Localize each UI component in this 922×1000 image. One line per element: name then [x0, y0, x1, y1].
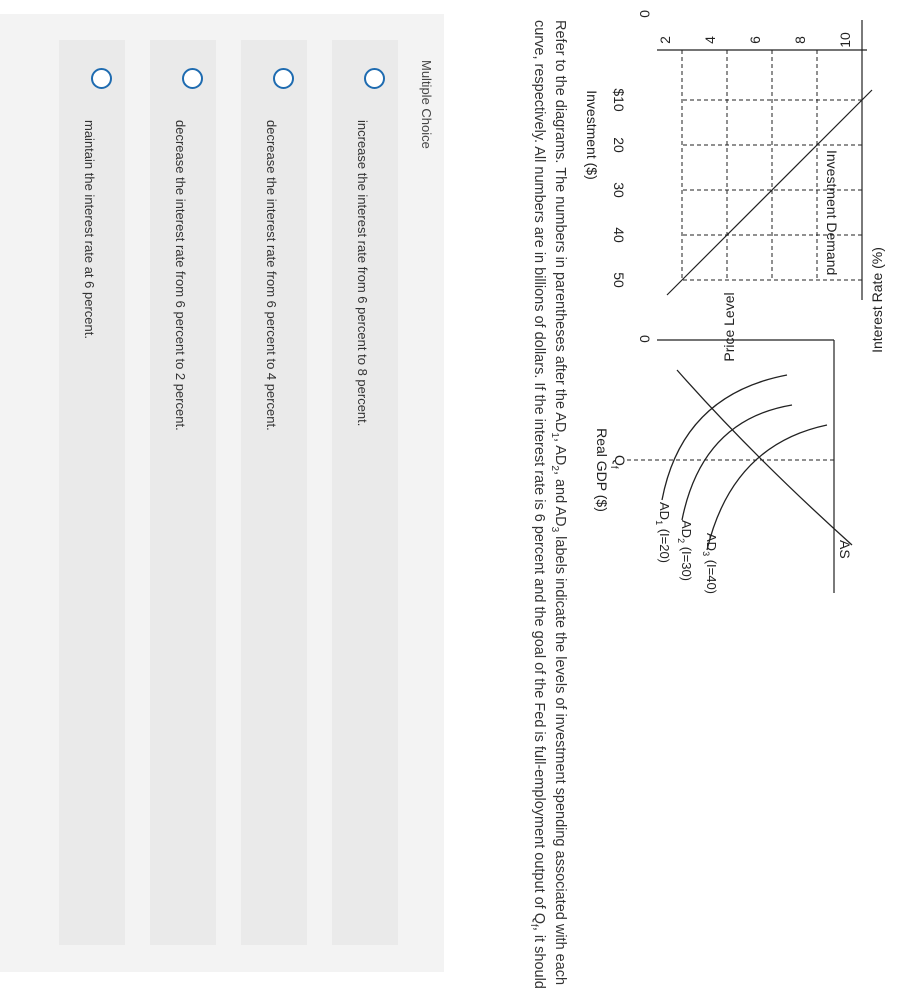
y-tick-10: 10 — [837, 32, 853, 48]
choice-option-3[interactable] — [150, 40, 216, 945]
y-tick-4: 4 — [702, 36, 718, 44]
real-gdp-axis-label: Real GDP ($) — [594, 428, 610, 512]
x-tick-30: 30 — [611, 182, 627, 198]
question-text: Refer to the diagrams. The numbers in parentheses after the $AD_1$, $AD_2$, and $AD_3$ labels indicate the levels of investment spending associated with each curve, respectively. All numbers are in billions of dollars. If the interest rate is 6 percent and the goal of the Fed is full-employment output of $Q_f$, it should — [528, 20, 568, 989]
multiple-choice-panel — [0, 14, 444, 972]
x-tick-50: 50 — [611, 272, 627, 288]
choice-label-1[interactable]: increase the interest rate from 6 percent to 8 percent. — [355, 120, 370, 427]
x-tick-40: 40 — [611, 227, 627, 243]
ad1-curve — [662, 375, 787, 500]
ad1-label: $AD_1$ (I=20) — [654, 502, 672, 564]
as-label: AS — [837, 540, 853, 559]
investment-origin-label: 0 — [637, 10, 653, 18]
price-level-axis-label: Price Level — [721, 292, 737, 362]
choice-option-4[interactable] — [59, 40, 125, 945]
multiple-choice-title: Multiple Choice — [419, 60, 434, 149]
as-curve — [677, 370, 852, 545]
ad2-label: $AD_2$ (I=30) — [676, 520, 694, 582]
investment-axis-label: Investment ($) — [584, 90, 600, 180]
y-tick-2: 2 — [657, 36, 673, 44]
radio-button-4[interactable] — [91, 68, 112, 89]
choice-label-4[interactable]: maintain the interest rate at 6 percent. — [82, 120, 97, 339]
economics-diagrams — [577, 0, 922, 1000]
investment-demand-curve — [667, 90, 872, 295]
radio-button-3[interactable] — [182, 68, 203, 89]
choice-option-2[interactable] — [241, 40, 307, 945]
radio-button-1[interactable] — [364, 68, 385, 89]
y-tick-8: 8 — [792, 36, 808, 44]
interest-rate-axis-label: Interest Rate (%) — [869, 247, 885, 353]
x-tick-10: $10 — [611, 88, 627, 112]
radio-button-2[interactable] — [273, 68, 294, 89]
choice-option-1[interactable] — [332, 40, 398, 945]
qf-label: $Q_f$ — [608, 455, 628, 469]
choice-label-2[interactable]: decrease the interest rate from 6 percent to 4 percent. — [264, 120, 279, 431]
ad-as-diagram — [594, 292, 853, 594]
ad3-curve — [707, 425, 827, 550]
ad3-label: $AD_3$ (I=40) — [701, 533, 719, 595]
choice-label-3[interactable]: decrease the interest rate from 6 percent to 2 percent. — [173, 120, 188, 431]
investment-demand-label: Investment Demand — [824, 150, 840, 276]
y-tick-6: 6 — [747, 36, 763, 44]
x-tick-20: 20 — [611, 137, 627, 153]
adas-origin-label: 0 — [637, 335, 653, 343]
